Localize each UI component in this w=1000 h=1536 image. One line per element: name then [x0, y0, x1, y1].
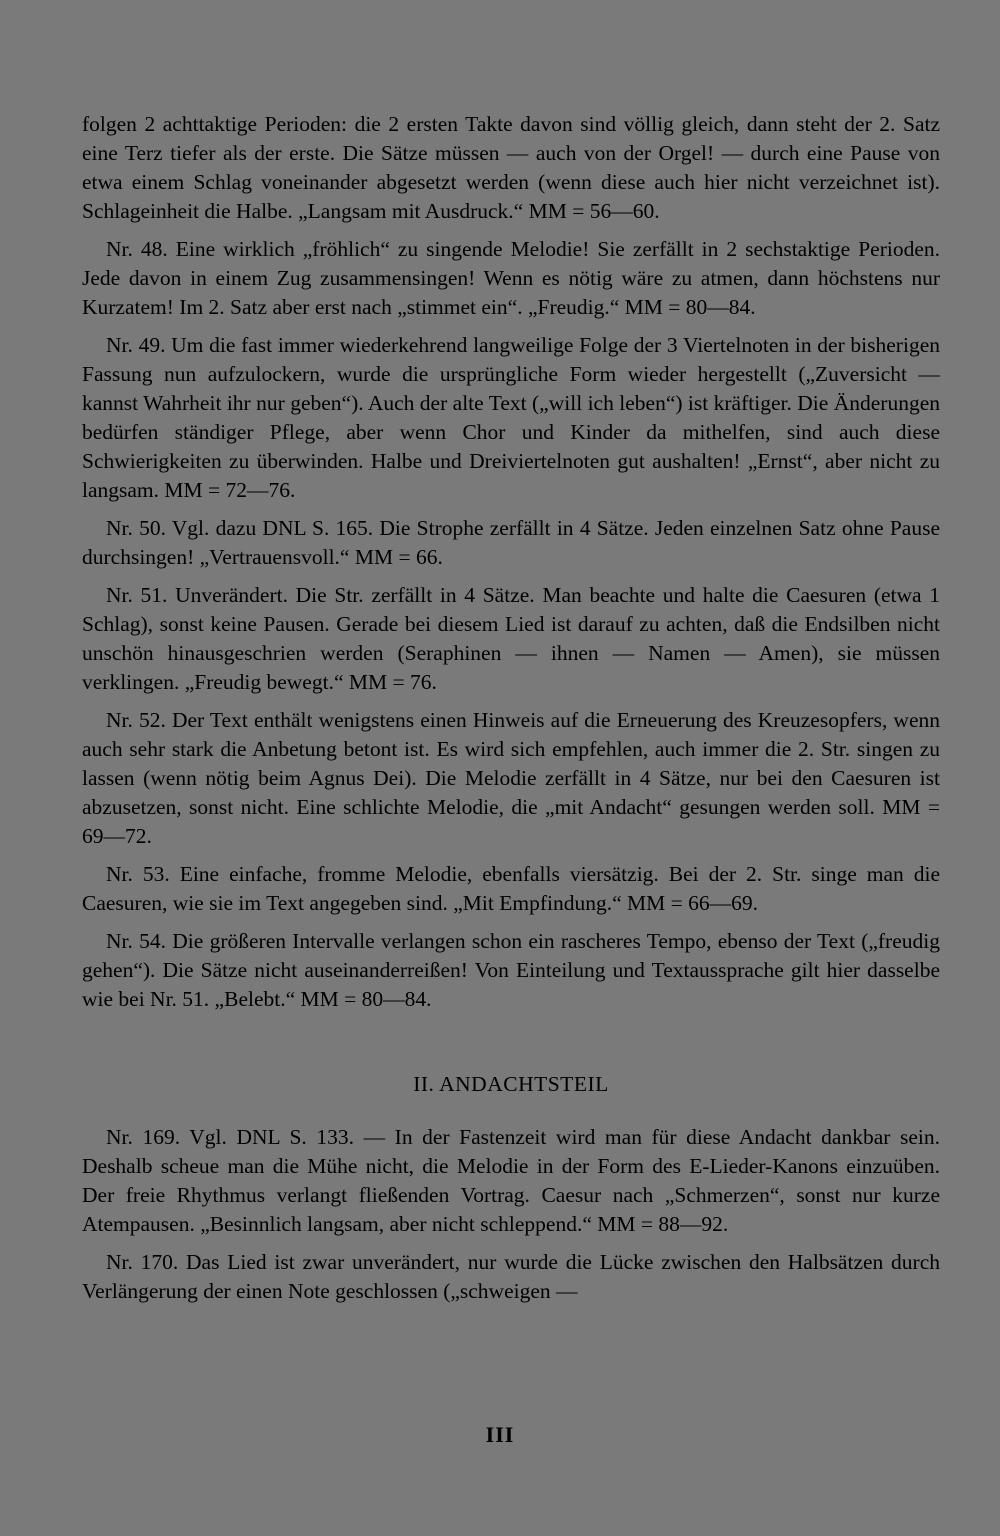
paragraph-nr-170: Nr. 170. Das Lied ist zwar unverändert, nur wurde die Lücke zwischen den Halbsätzen durch Verlängerung der einen Note geschlossen („schweigen — [82, 1250, 940, 1303]
paragraph-nr-53: Nr. 53. Eine einfache, fromme Melodie, ebenfalls viersätzig. Bei der 2. Str. singe man die Caesuren, wie sie im Text angegeben sind. „Mit Empfindung.“ MM = 66—69. [82, 862, 940, 915]
paragraph-nr-169: Nr. 169. Vgl. DNL S. 133. — In der Fastenzeit wird man für diese Andacht dankbar sein. Deshalb scheue man die Mühe nicht, die Melodie in der Form des E-Lieder-Kanons einzuüben. Der freie Rhythmus verlangt fließenden Vortrag. Caesur nach „Schmerzen“, sonst nur kurze Atempausen. „Besinnlich langsam, aber nicht schleppend.“ MM = 88—92. [82, 1125, 940, 1236]
page-body [82, 110, 940, 1315]
paragraph-nr-49: Nr. 49. Um die fast immer wiederkehrend langweilige Folge der 3 Viertelnoten in der bisherigen Fassung nun aufzulockern, wurde die ursprüngliche Form wieder hergestellt („Zuversicht — kannst Wahrheit ihr nur geben“). Auch der alte Text („will ich leben“) ist kräftiger. Die Änderungen bedürfen ständiger Pflege, aber wenn Chor und Kinder da mithelfen, sind auch diese Schwierigkeiten zu überwinden. Halbe und Dreiviertelnoten gut aushalten! „Ernst“, aber nicht zu langsam. MM = 72—76. [82, 333, 940, 502]
paragraph-nr-50: Nr. 50. Vgl. dazu DNL S. 165. Die Strophe zerfällt in 4 Sätze. Jeden einzelnen Satz ohne Pause durchsingen! „Vertrauensvoll.“ MM = 66. [82, 516, 940, 569]
paragraph-nr-54: Nr. 54. Die größeren Intervalle verlangen schon ein rascheres Tempo, ebenso der Text („freudig gehen“). Die Sätze nicht auseinanderreißen! Von Einteilung und Textaussprache gilt hier dasselbe wie bei Nr. 51. „Belebt.“ MM = 80—84. [82, 929, 940, 1011]
paragraph-nr-52: Nr. 52. Der Text enthält wenigstens einen Hinweis auf die Erneuerung des Kreuzesopfers, wenn auch sehr stark die Anbetung betont ist. Es wird sich empfehlen, auch immer die 2. Str. singen zu lassen (wenn nötig beim Agnus Dei). Die Melodie zerfällt in 4 Sätze, nur bei den Caesuren ist abzusetzen, sonst nicht. Eine schlichte Melodie, die „mit Andacht“ gesungen werden soll. MM = 69—72. [82, 708, 940, 848]
paragraph-continuation: folgen 2 achttaktige Perioden: die 2 ersten Takte davon sind völlig gleich, dann steht der 2. Satz eine Terz tiefer als der erste. Die Sätze müssen — auch von der Orgel! — durch eine Pause von etwa einem Schlag voneinander abgesetzt werden (wenn diese auch hier nicht verzeichnet ist). Schlageinheit die Halbe. „Langsam mit Ausdruck.“ MM = 56—60. [82, 112, 940, 223]
paragraph-nr-48: Nr. 48. Eine wirklich „fröhlich“ zu singende Melodie! Sie zerfällt in 2 sechstaktige Perioden. Jede davon in einem Zug zusammensingen! Wenn es nötig wäre zu atmen, dann höchstens nur Kurzatem! Im 2. Satz aber erst nach „stimmet ein“. „Freudig.“ MM = 80—84. [82, 237, 940, 319]
paragraph-nr-51: Nr. 51. Unverändert. Die Str. zerfällt in 4 Sätze. Man beachte und halte die Caesuren (etwa 1 Schlag), sonst keine Pausen. Gerade bei diesem Lied ist darauf zu achten, daß die Endsilben nicht unschön hinausgeschrien werden (Seraphinen — ihnen — Namen — Amen), sie müssen verklingen. „Freudig bewegt.“ MM = 76. [82, 583, 940, 694]
section-heading: II. ANDACHTSTEIL [413, 1072, 609, 1096]
page-number: III [485, 1422, 515, 1447]
